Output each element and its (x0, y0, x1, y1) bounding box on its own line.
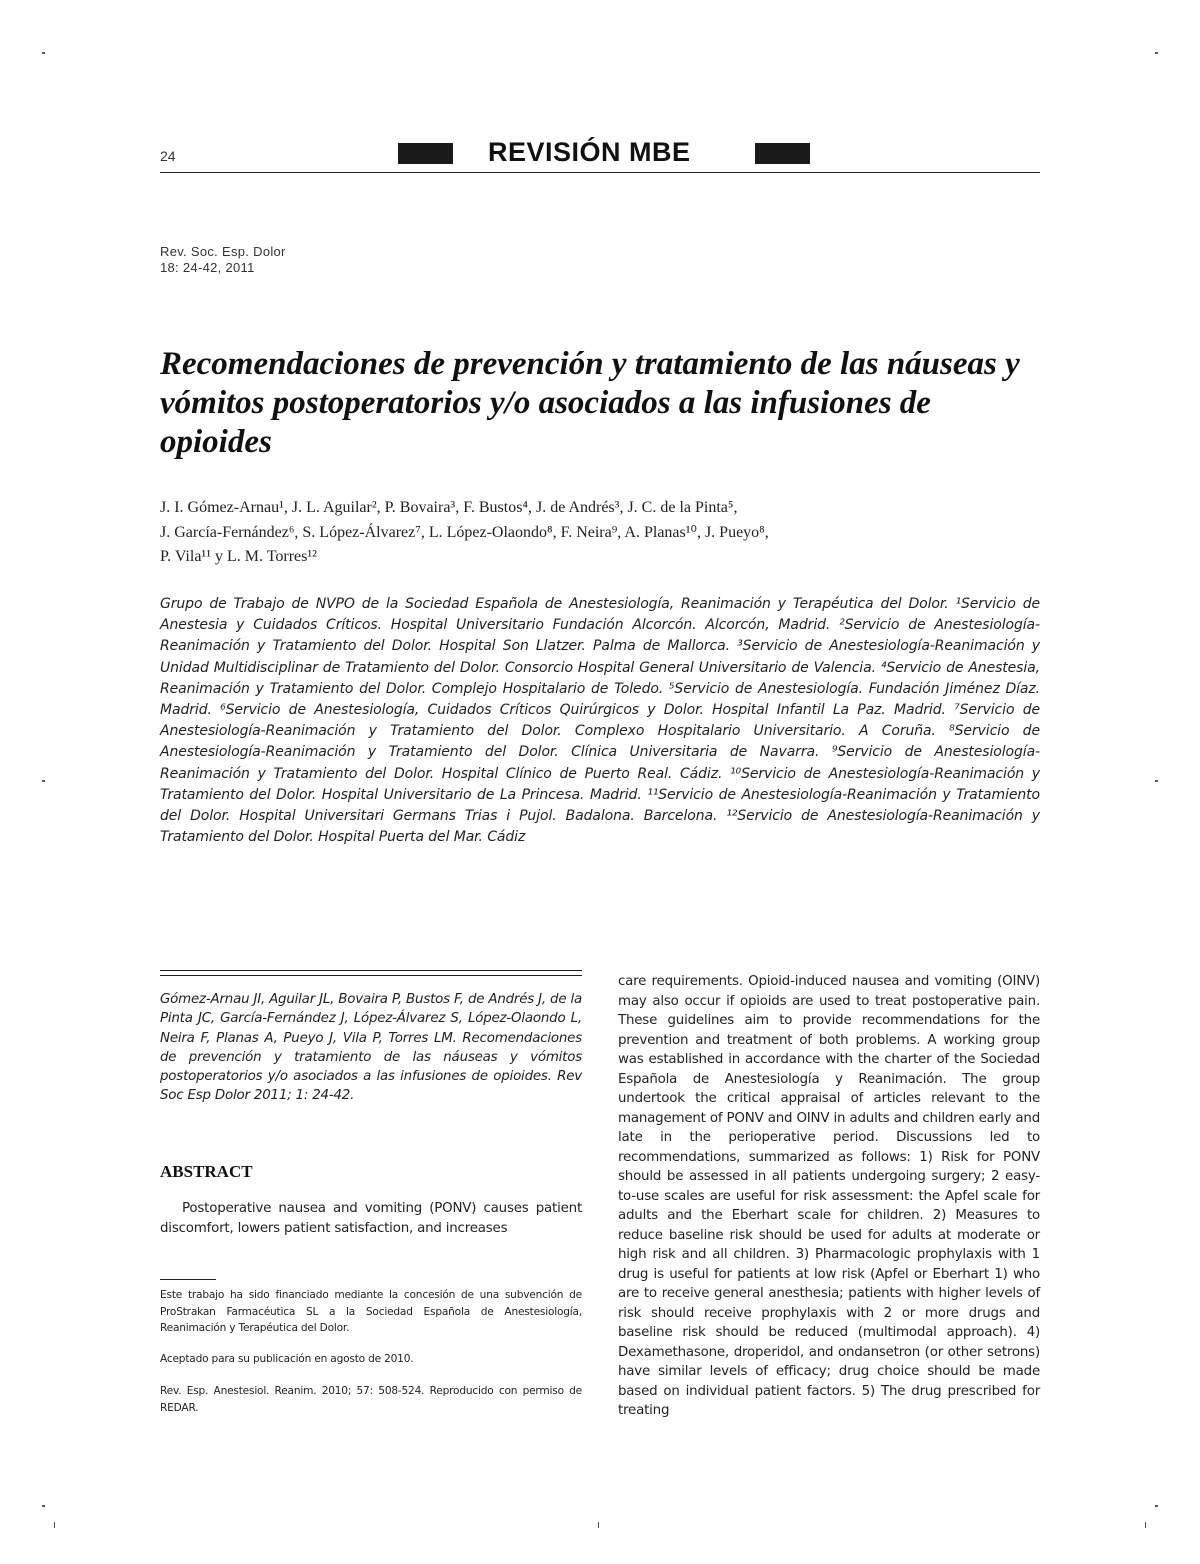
crop-mark (42, 52, 45, 54)
journal-name: Rev. Soc. Esp. Dolor (160, 244, 286, 259)
footnote-rule (160, 1279, 216, 1280)
crop-mark (1155, 1505, 1158, 1507)
crop-mark (42, 1505, 45, 1507)
abstract-text-right: care requirements. Opioid-induced nausea and vomiting (OINV) may also occur if opioids are used to treat postoperative pain. These guidelines aim to provide recommendations for the prevention and treatment of both problems. A working group was established in accordance with the charter of the Sociedad Española de Anestesiología y Reanimación. The group undertook the critical appraisal of articles relevant to the management of PONV and OINV in adults and children early and late in the perioperative period. Discussions led to recommendations, summarized as follows: 1) Risk for PONV should be assessed in all patients undergoing surgery; 2 easy-to-use scales are useful for risk assessment: the Apfel scale for adults and the Eberhart scale for children. 2) Measures to reduce baseline risk should be used for adults at moderate or high risk and all children. 3) Pharmacologic prophylaxis with 1 drug is useful for patients at low risk (Apfel or Eberhart 1) who are to receive general anesthesia; patients with higher levels of risk should receive prophylaxis with 2 or more drugs and baseline risk should be reduced (multimodal approach). 4) Dexamethasone, droperidol, and ondansetron (or other setrons) have similar levels of efficacy; drug choice should be made based on individual patient factors. 5) The drug prescribed for treating (618, 974, 1040, 1418)
author-line: J. García-Fernández⁶, S. López-Álvarez⁷, L. López-Olaondo⁸, F. Neira⁹, A. Planas¹⁰, J. Pueyo⁸, (160, 523, 769, 541)
crop-mark (598, 1522, 599, 1528)
section-title: REVISIÓN MBE (488, 137, 691, 167)
abstract-text-left: Postoperative nausea and vomiting (PONV) causes patient discomfort, lowers patient satisfaction, and increases (160, 1201, 582, 1236)
author-line: J. I. Gómez-Arnau¹, J. L. Aguilar², P. Bovaira³, F. Bustos⁴, J. de Andrés³, J. C. de la Pinta⁵, (160, 499, 738, 516)
page-number: 24 (160, 148, 176, 164)
author-line: P. Vila¹¹ y L. M. Torres¹² (160, 548, 317, 565)
crop-mark (54, 1522, 55, 1528)
header-rule (160, 172, 1040, 173)
author-list (160, 496, 1040, 570)
citation-rule-top (160, 970, 582, 971)
article-title: Recomendaciones de prevención y tratamiento de las náuseas y vómitos postoperatorios y/o asociados a las infusiones de opioides (160, 346, 1020, 460)
header-bar-left (398, 143, 453, 164)
journal-volume: 18: 24-42, 2011 (160, 260, 255, 275)
crop-mark (1155, 780, 1158, 782)
crop-mark (1145, 1522, 1146, 1528)
journal-reference (160, 244, 286, 276)
accepted-footnote: Aceptado para su publicación en agosto de 2010. (160, 1353, 414, 1365)
affiliations: Grupo de Trabajo de NVPO de la Sociedad Española de Anestesiología, Reanimación y Terapéutica del Dolor. ¹Servicio de Anestesia y Cuidados Críticos. Hospital Universitario Fundación Alcorcón. Alcorcón, Madrid. ²Servicio de Anestesiología-Reanimación y Tratamiento del Dolor. Hospital Son Llatzer. Palma de Mallorca. ³Servicio de Anestesiología-Reanimación y Unidad Multidisciplinar de Tratamiento del Dolor. Consorcio Hospital General Universitario de Valencia. ⁴Servicio de Anestesia, Reanimación y Tratamiento del Dolor. Complejo Hospitalario de Toledo. ⁵Servicio de Anestesiología. Fundación Jiménez Díaz. Madrid. ⁶Servicio de Anestesiología, Cuidados Críticos Quirúrgicos y Dolor. Hospital Infantil La Paz. Madrid. ⁷Servicio de Anestesiología-Reanimación y Tratamiento del Dolor. Complexo Hospitalario Universitario. A Coruña. ⁸Servicio de Anestesiología-Reanimación y Tratamiento del Dolor. Clínica Universitaria de Navarra. ⁹Servicio de Anestesiología-Reanimación y Tratamiento del Dolor. Hospital Clínico de Puerto Real. Cádiz. ¹⁰Servicio de Anestesiología-Reanimación y Tratamiento del Dolor. Hospital Universitario de La Princesa. Madrid. ¹¹Servicio de Anestesiología-Reanimación y Tratamiento del Dolor. Hospital Universitari Germans Trias i Pujol. Badalona. Barcelona. ¹²Servicio de Anestesiología-Reanimación y Tratamiento del Dolor. Hospital Puerta del Mar. Cádiz (160, 596, 1040, 846)
funding-footnote: Este trabajo ha sido financiado mediante la concesión de una subvención de ProStrakan Farmacéutica SL a la Sociedad Española de Anestesiología, Reanimación y Terapéutica del Dolor. (160, 1289, 582, 1334)
citation-text: Gómez-Arnau JI, Aguilar JL, Bovaira P, Bustos F, de Andrés J, de la Pinta JC, García-Fernández J, López-Álvarez S, López-Olaondo L, Neira F, Planas A, Pueyo J, Vila P, Torres LM. Recomendaciones de prevención y tratamiento de las náuseas y vómitos postoperatorios y/o asociados a las infusiones de opioides. Rev Soc Esp Dolor 2011; 1: 24-42. (160, 992, 582, 1104)
citation-rule-bottom (160, 975, 582, 976)
crop-mark (1155, 52, 1158, 54)
abstract-heading: ABSTRACT (160, 1162, 253, 1181)
crop-mark (42, 780, 45, 782)
reprint-footnote: Rev. Esp. Anestesiol. Reanim. 2010; 57: 508-524. Reproducido con permiso de REDAR. (160, 1385, 582, 1414)
header-bar-right (755, 143, 810, 164)
